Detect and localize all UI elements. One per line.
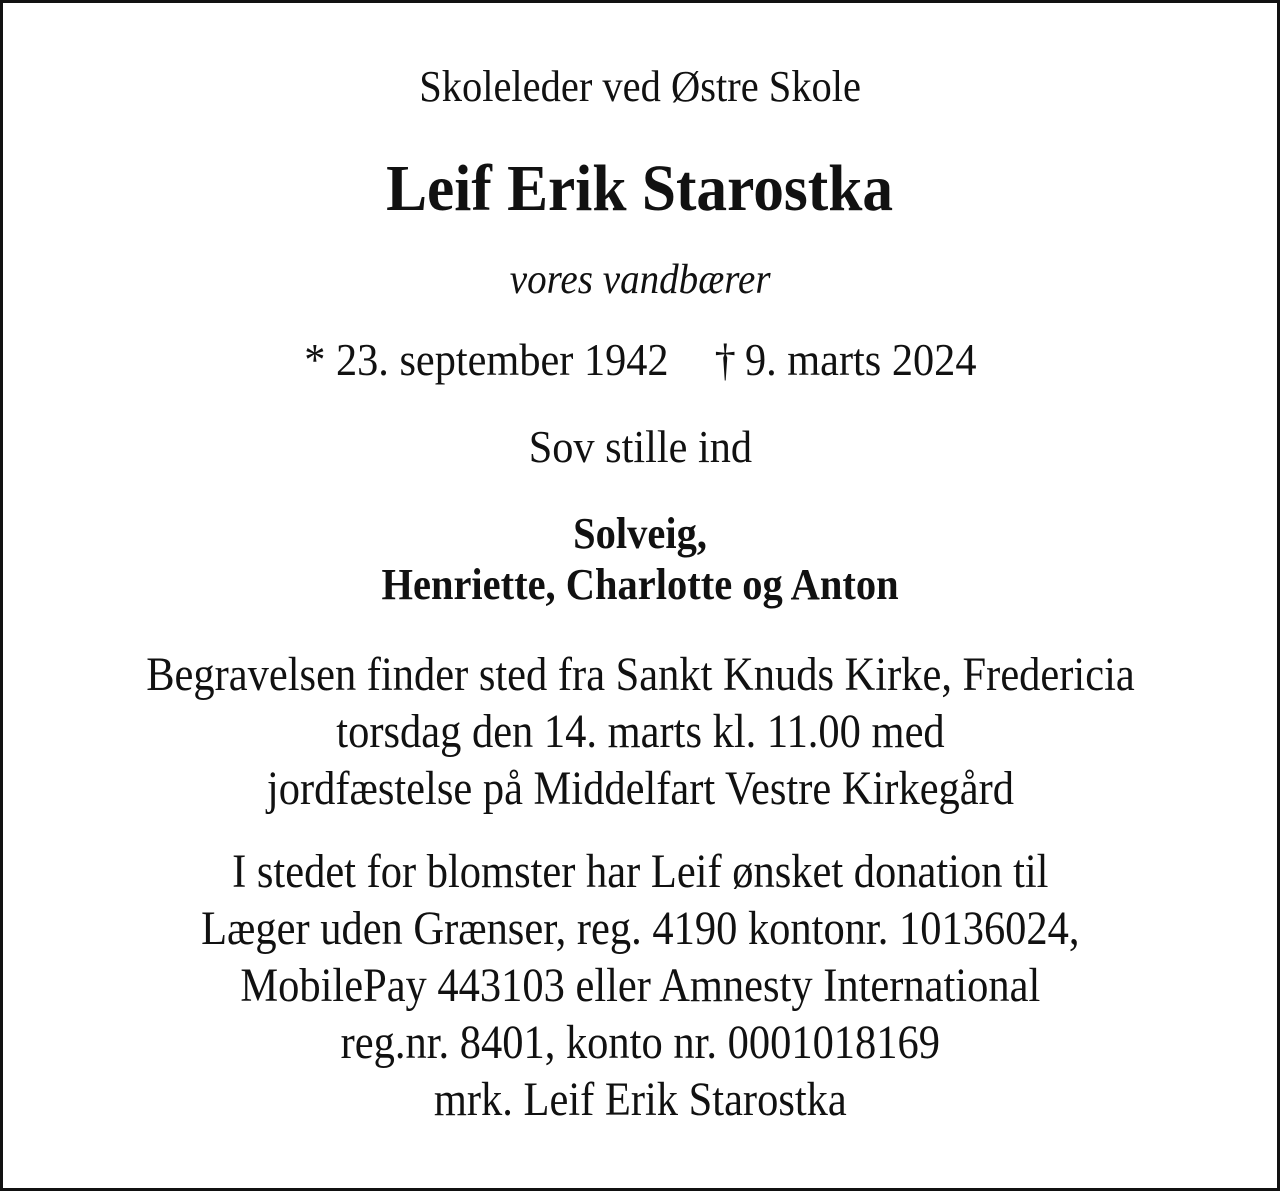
deceased-name-text: Leif Erik Starostka xyxy=(386,152,894,225)
birth-date: 23. september 1942 xyxy=(335,334,669,385)
funeral-line: torsdag den 14. marts kl. 11.00 med xyxy=(335,705,945,758)
occupation-title xyxy=(3,61,1277,112)
donation-line: I stedet for blomster har Leif ønsket donation til xyxy=(231,845,1049,898)
mourner-line: Solveig, xyxy=(573,509,707,558)
farewell-text: Sov stille ind xyxy=(528,421,752,472)
death-date: 9. marts 2024 xyxy=(744,334,977,385)
donation-details xyxy=(3,843,1277,1128)
mourners-list xyxy=(3,508,1277,610)
donation-block xyxy=(201,843,1079,1128)
funeral-line: Begravelsen finder sted fra Sankt Knuds Kirke, Fredericia xyxy=(145,648,1135,701)
tagline xyxy=(3,256,1277,304)
birth-star-icon: * xyxy=(303,334,326,385)
deceased-name xyxy=(3,151,1277,227)
funeral-details xyxy=(3,646,1277,817)
life-dates xyxy=(3,333,1277,386)
occupation-title-text: Skoleleder ved Østre Skole xyxy=(419,62,861,111)
donation-line: MobilePay 443103 eller Amnesty International xyxy=(240,959,1040,1012)
mourners-block xyxy=(381,508,898,610)
mourner-line: Henriette, Charlotte og Anton xyxy=(381,560,899,609)
life-dates-row xyxy=(304,333,976,386)
donation-line: mrk. Leif Erik Starostka xyxy=(433,1073,847,1126)
death-dagger-icon: † xyxy=(714,334,736,385)
funeral-line: jordfæstelse på Middelfart Vestre Kirkegård xyxy=(266,762,1014,815)
farewell-message xyxy=(3,420,1277,473)
donation-line: reg.nr. 8401, konto nr. 0001018169 xyxy=(340,1016,940,1069)
funeral-block xyxy=(146,646,1135,817)
donation-line: Læger uden Grænser, reg. 4190 kontonr. 10136024, xyxy=(200,902,1080,955)
tagline-text: vores vandbærer xyxy=(509,257,771,303)
